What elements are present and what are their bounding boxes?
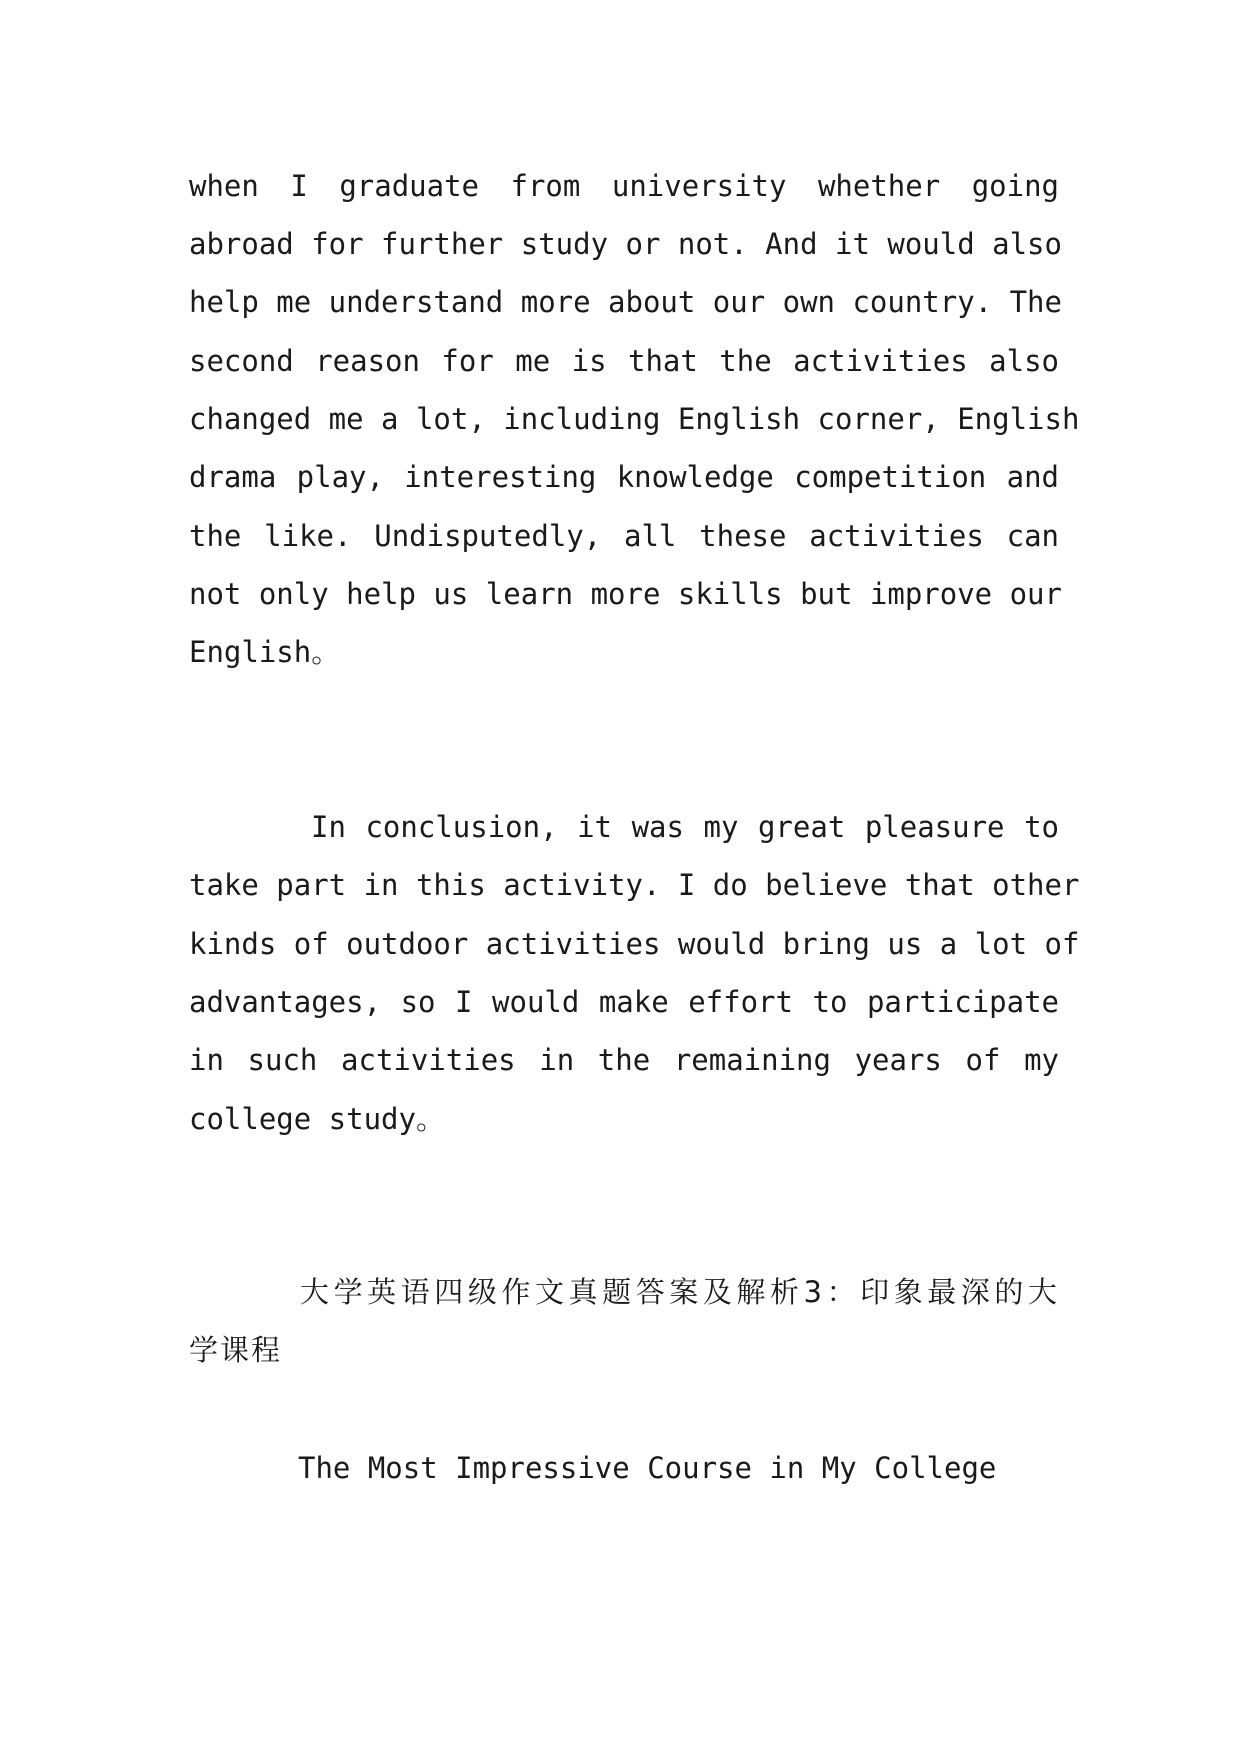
paragraph-1-line-3: help me understand more about our own country. The [189, 285, 1062, 319]
section-title-line-2: 学课程 [189, 1333, 283, 1367]
paragraph-2-line-4: advantages, so I would make effort to participate [189, 985, 1059, 1019]
paragraph-1-line-9: English。 [189, 635, 341, 669]
paragraph-1-line-2: abroad for further study or not. And it would also [189, 227, 1062, 261]
paragraph-2-line-6: college study。 [189, 1102, 445, 1136]
paragraph-1-line-7: the like. Undisputedly, all these activities can [189, 519, 1059, 553]
section-title-line-1: 大学英语四级作文真题答案及解析3：印象最深的大 [300, 1275, 1059, 1309]
paragraph-1-line-8: not only help us learn more skills but improve our [189, 577, 1062, 611]
paragraph-2-line-2: take part in this activity. I do believe that other [189, 868, 1080, 902]
paragraph-2-line-5: in such activities in the remaining years of my [189, 1043, 1059, 1077]
paragraph-2-line-1: In conclusion, it was my great pleasure to [311, 810, 1059, 844]
paragraph-1-line-4: second reason for me is that the activities also [189, 344, 1059, 378]
paragraph-1-line-1: when I graduate from university whether going [189, 169, 1059, 203]
paragraph-2-line-3: kinds of outdoor activities would bring us a lot of [189, 927, 1080, 961]
paragraph-1-line-5: changed me a lot, including English corner, English [189, 402, 1080, 436]
paragraph-1-line-6: drama play, interesting knowledge competition and [189, 460, 1059, 494]
essay-title: The Most Impressive Course in My College [298, 1451, 997, 1485]
